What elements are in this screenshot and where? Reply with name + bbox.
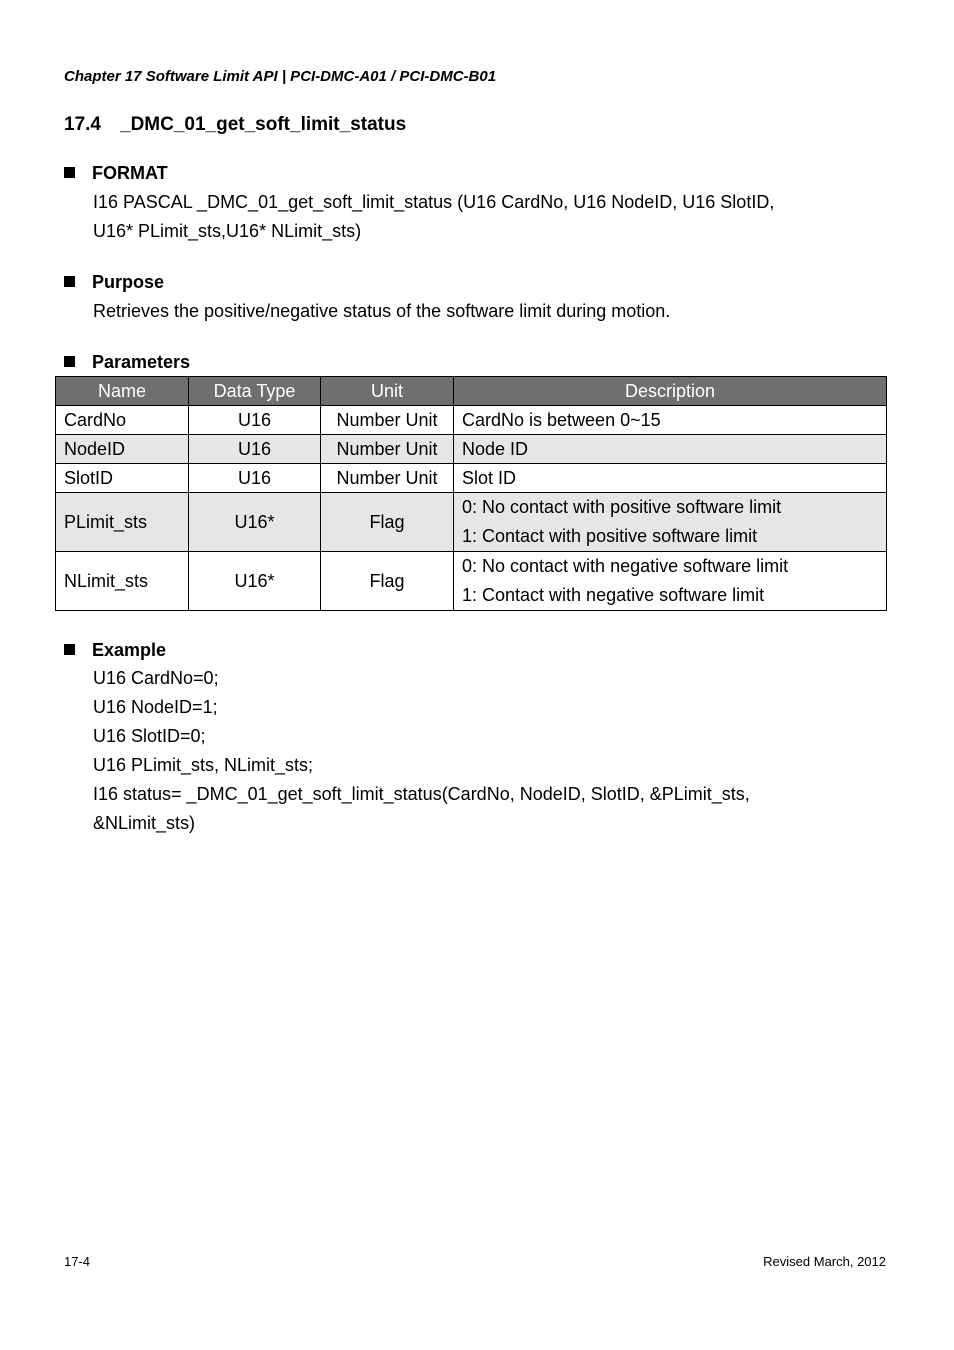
bullet-square-icon <box>64 167 75 178</box>
purpose-line: Retrieves the positive/negative status of the software limit during motion. <box>93 301 671 321</box>
example-heading-label: Example <box>92 640 167 660</box>
param-name: NLimit_sts <box>56 552 189 611</box>
table-header-row <box>56 377 887 406</box>
parameters-heading <box>64 352 190 373</box>
table-row <box>56 435 887 464</box>
table-row <box>56 406 887 435</box>
section-number: 17.4 <box>64 114 101 135</box>
page-number: 17-4 <box>64 1254 91 1269</box>
param-unit: Flag <box>321 493 454 552</box>
chapter-header: Chapter 17 Software Limit API | PCI-DMC-A01 / PCI-DMC-B01 <box>64 68 497 85</box>
param-name: SlotID <box>56 464 189 493</box>
column-header-data-type: Data Type <box>189 377 321 406</box>
example-line: U16 PLimit_sts, NLimit_sts; <box>93 755 314 775</box>
example-line: U16 SlotID=0; <box>93 726 206 746</box>
param-type: U16 <box>189 435 321 464</box>
param-description: Node ID <box>454 435 887 464</box>
param-unit: Number Unit <box>321 464 454 493</box>
example-line: I16 status= _DMC_01_get_soft_limit_status(CardNo, NodeID, SlotID, &PLimit_sts, <box>93 784 750 804</box>
revision-date: Revised March, 2012 <box>763 1254 886 1269</box>
param-description <box>454 552 887 611</box>
column-header-unit: Unit <box>321 377 454 406</box>
purpose-text <box>93 297 670 326</box>
param-description: Slot ID <box>454 464 887 493</box>
param-description-line: 0: No contact with positive software limit <box>462 497 782 517</box>
param-description: CardNo is between 0~15 <box>454 406 887 435</box>
example-line: &NLimit_sts) <box>93 813 196 833</box>
bullet-square-icon <box>64 356 75 367</box>
format-heading-label: FORMAT <box>92 163 168 183</box>
format-text <box>93 188 774 246</box>
bullet-square-icon <box>64 276 75 287</box>
purpose-heading-label: Purpose <box>92 272 165 292</box>
param-description-line: 0: No contact with negative software limit <box>462 556 789 576</box>
param-type: U16 <box>189 464 321 493</box>
purpose-heading <box>64 272 164 293</box>
param-type: U16* <box>189 493 321 552</box>
param-name: NodeID <box>56 435 189 464</box>
param-name: PLimit_sts <box>56 493 189 552</box>
param-description <box>454 493 887 552</box>
example-line: U16 NodeID=1; <box>93 697 218 717</box>
parameters-table <box>55 376 887 611</box>
table-row <box>56 493 887 552</box>
param-description-line: 1: Contact with positive software limit <box>462 526 758 546</box>
column-header-name: Name <box>56 377 189 406</box>
param-unit: Number Unit <box>321 406 454 435</box>
format-line: U16* PLimit_sts,U16* NLimit_sts) <box>93 221 362 241</box>
param-type: U16* <box>189 552 321 611</box>
example-heading <box>64 640 166 661</box>
parameters-heading-label: Parameters <box>92 352 191 372</box>
section-title <box>64 114 406 136</box>
param-description-line: 1: Contact with negative software limit <box>462 585 765 605</box>
param-unit: Flag <box>321 552 454 611</box>
section-name: _DMC_01_get_soft_limit_status <box>120 114 407 135</box>
format-heading <box>64 163 168 184</box>
column-header-description: Description <box>454 377 887 406</box>
example-line: U16 CardNo=0; <box>93 668 219 688</box>
table-row <box>56 464 887 493</box>
param-unit: Number Unit <box>321 435 454 464</box>
example-code <box>93 664 750 838</box>
table-row <box>56 552 887 611</box>
bullet-square-icon <box>64 644 75 655</box>
param-type: U16 <box>189 406 321 435</box>
format-line: I16 PASCAL _DMC_01_get_soft_limit_status (U16 CardNo, U16 NodeID, U16 SlotID, <box>93 192 775 212</box>
param-name: CardNo <box>56 406 189 435</box>
